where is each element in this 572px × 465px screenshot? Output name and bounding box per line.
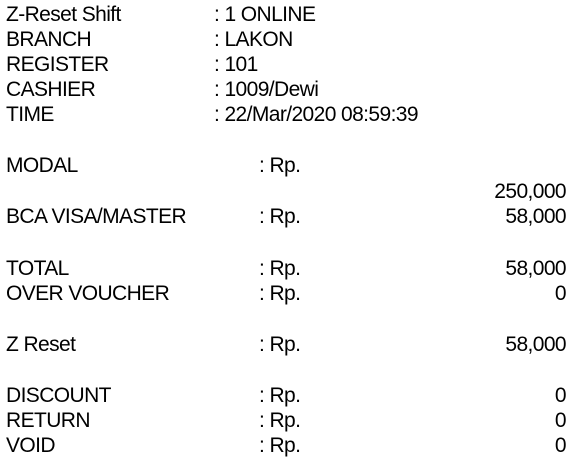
bca-amount: 58,000 [505,205,566,228]
shift-row [0,2,572,28]
register-row [0,52,572,78]
z-reset-amount: 58,000 [505,333,566,356]
branch-label: BRANCH [6,28,92,51]
modal-currency: : Rp. [259,154,301,177]
total-amount: 58,000 [505,257,566,280]
discount-row [0,383,572,409]
void-amount: 0 [554,434,566,457]
return-amount: 0 [554,409,566,432]
over-voucher-currency: : Rp. [259,282,301,305]
time-label: TIME [6,103,54,126]
void-currency: : Rp. [259,434,301,457]
discount-amount: 0 [554,384,566,407]
return-currency: : Rp. [259,409,301,432]
z-reset-currency: : Rp. [259,333,301,356]
branch-value: : LAKON [214,28,293,51]
modal-amount: 250,000 [494,180,566,203]
discount-currency: : Rp. [259,384,301,407]
over-voucher-row [0,281,572,307]
modal-row [0,153,572,179]
shift-value: : 1 ONLINE [214,3,316,26]
total-label: TOTAL [6,257,69,280]
z-reset-row [0,332,572,358]
branch-row [0,27,572,53]
over-voucher-amount: 0 [554,282,566,305]
bca-currency: : Rp. [259,205,301,228]
cashier-label: CASHIER [6,78,96,101]
cashier-row [0,77,572,103]
void-row [0,433,572,459]
modal-amount-row [0,179,572,205]
register-label: REGISTER [6,53,109,76]
total-currency: : Rp. [259,257,301,280]
over-voucher-label: OVER VOUCHER [6,282,170,305]
shift-label: Z-Reset Shift [6,3,121,26]
time-value: : 22/Mar/2020 08:59:39 [214,103,418,126]
void-label: VOID [6,434,55,457]
total-row [0,256,572,282]
cashier-value: : 1009/Dewi [214,78,319,101]
return-label: RETURN [6,409,90,432]
bca-label: BCA VISA/MASTER [6,205,187,228]
register-value: : 101 [214,53,258,76]
bca-row [0,204,572,230]
discount-label: DISCOUNT [6,384,111,407]
time-row [0,102,572,128]
return-row [0,408,572,434]
z-reset-label: Z Reset [6,333,76,356]
modal-label: MODAL [6,154,78,177]
